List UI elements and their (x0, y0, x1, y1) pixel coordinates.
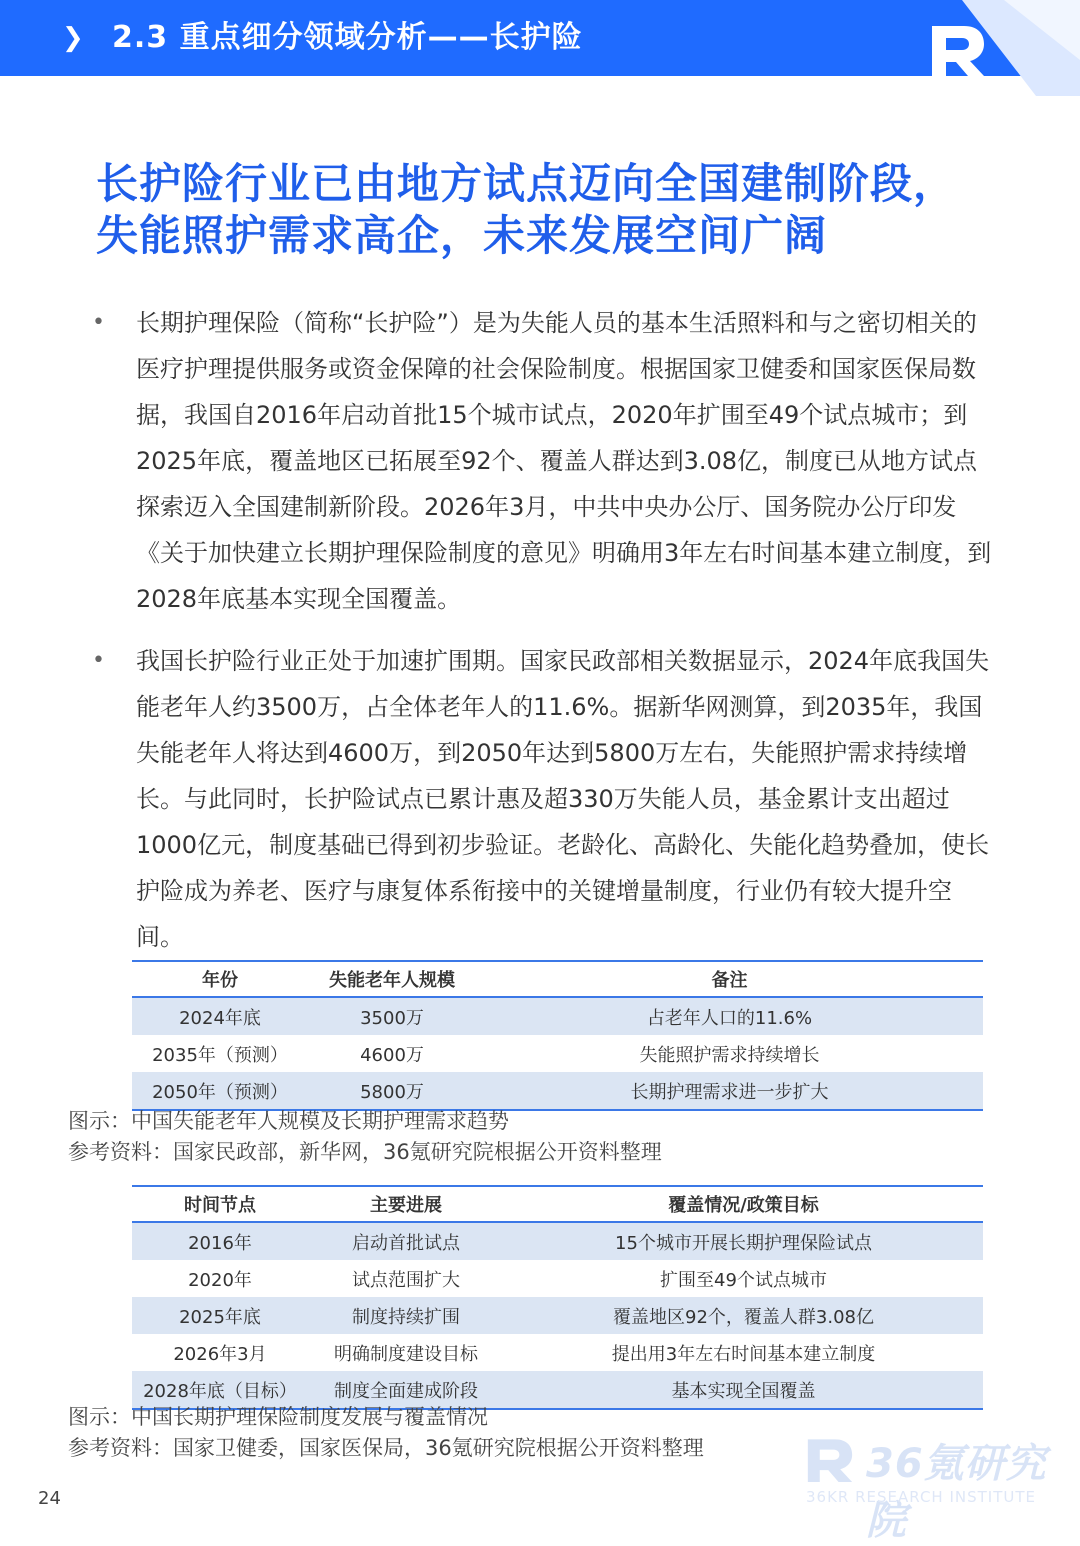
table-cell: 2028年底（目标） (132, 1371, 308, 1409)
watermark-subtext: 36KR RESEARCH INSTITUTE (806, 1488, 1037, 1506)
table-header-row (132, 961, 983, 997)
page-number: 24 (38, 1488, 61, 1509)
paragraph-text: 长期护理保险（简称“长护险”）是为失能人员的基本生活照料和与之密切相关的医疗护理提供服务或资金保障的社会保险制度。根据国家卫健委和国家医保局数据，我国自2016年启动首批15个城市试点，2020年扩围至49个试点城市；到2025年底，覆盖地区已拓展至92个、覆盖人群达到3.08亿，制度已从地方试点探索迈入全国建制新阶段。2026年3月，中共中央办公厅、国务院办公厅印发《关于加快建立长期护理保险制度的意见》明确用3年左右时间基本建立制度，到2028年底基本实现全国覆盖。 (136, 309, 992, 613)
table-row (132, 1334, 983, 1371)
table-header-cell: 备注 (476, 961, 983, 997)
table-row (132, 1297, 983, 1334)
table-cell: 试点范围扩大 (352, 1269, 460, 1291)
bullet-dot-icon: • (92, 310, 105, 335)
table-cell: 2050年（预测） (132, 1072, 308, 1110)
watermark-text: 36氪研究院 (866, 1441, 1047, 1544)
table-cell: 3500万 (308, 997, 476, 1035)
headline-line-1: 长护险行业已由地方试点迈向全国建制阶段， (96, 159, 957, 208)
table-header-cell: 失能老年人规模 (308, 961, 476, 997)
page-header (0, 0, 1080, 80)
table-cell: 占老年人口的11.6% (476, 997, 983, 1035)
table-cell: 2024年底 (132, 997, 308, 1035)
table-cell: 5800万 (308, 1072, 476, 1110)
table-row (132, 997, 983, 1035)
table-row (132, 1072, 983, 1110)
table-cell: 长期护理需求进一步扩大 (476, 1072, 983, 1110)
table-row (132, 1035, 983, 1072)
figure-source: 参考资料：国家民政部，新华网，36氪研究院根据公开资料整理 (68, 1140, 662, 1164)
table-cell: 提出用3年左右时间基本建立制度 (611, 1343, 876, 1365)
table2-caption (68, 1402, 704, 1464)
table-cell: 2035年（预测） (152, 1044, 288, 1066)
logo-r-icon (928, 22, 988, 76)
table-cell: 2020年 (188, 1269, 252, 1291)
policy-progress-table (132, 1185, 983, 1410)
table-header-cell: 覆盖情况/政策目标 (504, 1186, 983, 1222)
bullet-paragraph (88, 638, 998, 960)
bullet-paragraph (88, 300, 998, 622)
table-cell: 启动首批试点 (308, 1222, 504, 1260)
headline-line-2: 失能照护需求高企，未来发展空间广阔 (96, 211, 828, 260)
table-header-cell: 时间节点 (132, 1186, 308, 1222)
table-cell: 4600万 (360, 1044, 424, 1066)
watermark-logo-icon (804, 1436, 856, 1482)
table-header-cell: 年份 (132, 961, 308, 997)
table-cell: 2025年底 (132, 1297, 308, 1334)
disability-scale-table (132, 960, 983, 1111)
table-cell: 扩围至49个试点城市 (660, 1269, 827, 1291)
figure-source: 参考资料：国家卫健委，国家医保局，36氪研究院根据公开资料整理 (68, 1436, 704, 1460)
table-cell: 2026年3月 (173, 1343, 267, 1365)
table-cell: 明确制度建设目标 (334, 1343, 478, 1365)
table-cell: 2016年 (132, 1222, 308, 1260)
paragraph-text: 我国长护险行业正处于加速扩围期。国家民政部相关数据显示，2024年底我国失能老年人约3500万，占全体老年人的11.6%。据新华网测算，到2035年，我国失能老年人将达到4600万，到2050年达到5800万左右，失能照护需求持续增长。与此同时，长护险试点已累计惠及超330万失能人员，基金累计支出超过1000亿元，制度基础已得到初步验证。老龄化、高龄化、失能化趋势叠加，使长护险成为养老、医疗与康复体系衔接中的关键增量制度，行业仍有较大提升空间。 (136, 647, 990, 951)
page-headline (96, 158, 996, 262)
brand-watermark (804, 1432, 1064, 1544)
table-cell: 覆盖地区92个，覆盖人群3.08亿 (504, 1297, 983, 1334)
bullet-list (88, 300, 998, 976)
table-row (132, 1260, 983, 1297)
figure-caption: 图示：中国长期护理保险制度发展与覆盖情况 (68, 1405, 488, 1429)
section-title: 2.3 重点细分领域分析——长护险 (112, 20, 583, 55)
table1-caption (68, 1106, 662, 1168)
table-header-row (132, 1186, 983, 1222)
table-header-cell: 主要进展 (308, 1186, 504, 1222)
figure-caption: 图示：中国失能老年人规模及长期护理需求趋势 (68, 1109, 509, 1133)
table-cell: 15个城市开展长期护理保险试点 (504, 1222, 983, 1260)
table-cell: 基本实现全国覆盖 (504, 1371, 983, 1409)
table-row (132, 1222, 983, 1260)
table-cell: 制度持续扩围 (308, 1297, 504, 1334)
table-cell: 制度全面建成阶段 (308, 1371, 504, 1409)
chevron-right-icon: ❯ (62, 23, 84, 53)
table-cell: 失能照护需求持续增长 (639, 1044, 820, 1066)
bullet-dot-icon: • (92, 648, 105, 673)
